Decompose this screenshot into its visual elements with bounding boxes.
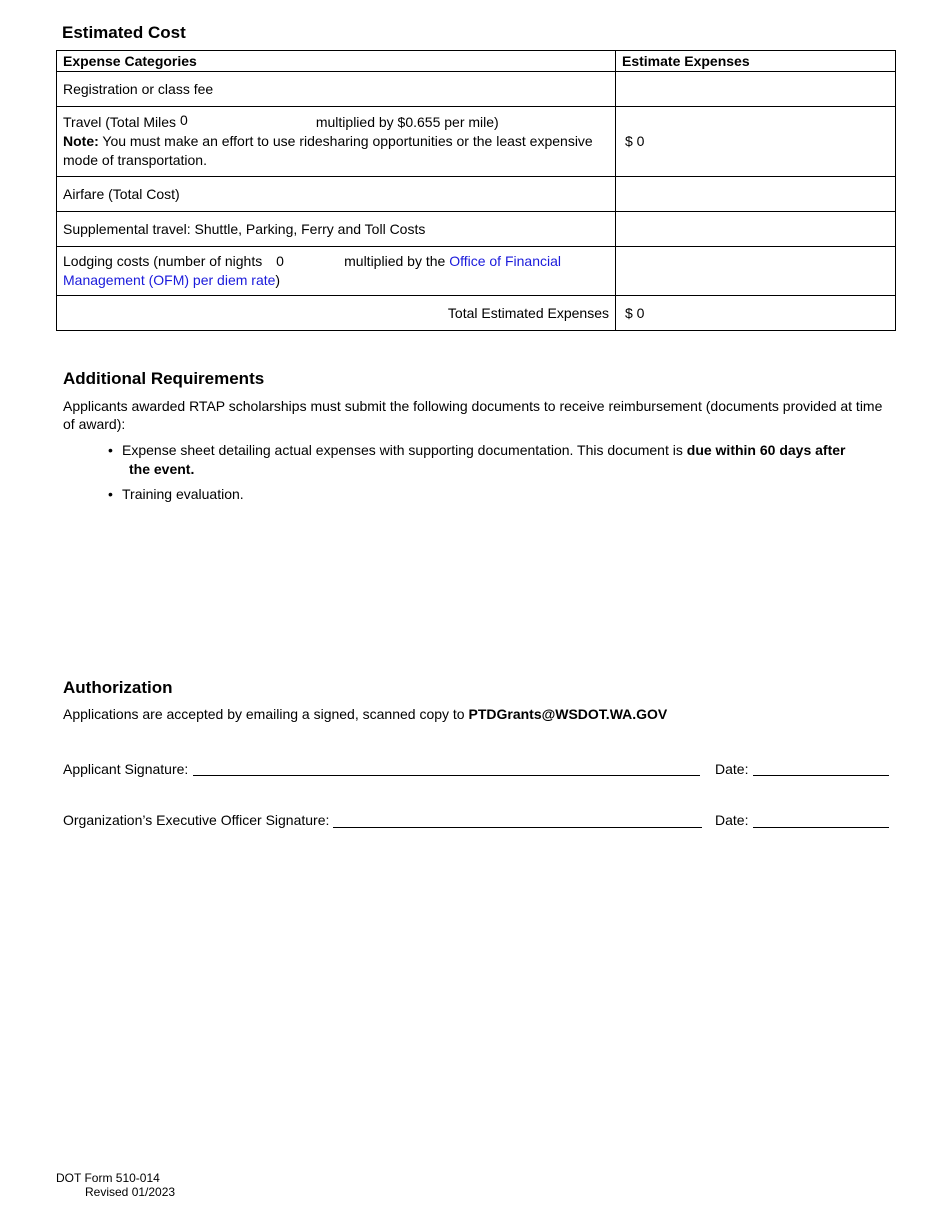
travel-note-label: Note: <box>63 133 99 149</box>
estimated-cost-table <box>56 50 896 331</box>
travel-description <box>57 107 616 177</box>
applicant-date-line[interactable] <box>753 775 889 776</box>
list-item: • Training evaluation. <box>108 486 244 502</box>
lodging-description <box>57 247 616 296</box>
additional-requirements-heading: Additional Requirements <box>63 369 265 388</box>
applicant-date-label: Date: <box>715 761 749 777</box>
travel-label-suffix: multiplied by $0.655 per mile) <box>315 114 499 130</box>
table-row-registration <box>57 72 896 107</box>
requirements-list <box>108 441 868 510</box>
applicant-signature-line[interactable] <box>193 775 700 776</box>
officer-signature-label: Organization’s Executive Officer Signature: <box>63 812 330 828</box>
column-header-expense-categories: Expense Categories <box>57 51 616 72</box>
table-header-row <box>57 51 896 72</box>
table-row-travel <box>57 107 896 177</box>
table-row-airfare <box>57 177 896 212</box>
authorization-intro: Applications are accepted by emailing a signed, scanned copy to PTDGrants@WSDOT.WA.GOV <box>63 706 668 722</box>
additional-requirements-intro: Applicants awarded RTAP scholarships must submit the following documents to receive reimbursement (documents provided at time of award): <box>63 398 883 432</box>
estimated-cost-heading: Estimated Cost <box>62 23 186 42</box>
ofm-per-diem-link[interactable]: Office of Financial Management (OFM) per diem rate <box>63 253 561 288</box>
officer-date-line[interactable] <box>753 827 889 828</box>
table-row-total <box>57 296 896 331</box>
lodging-nights-field[interactable]: 0 <box>276 253 284 269</box>
requirement-deadline-line1: due within 60 days after <box>686 442 846 458</box>
requirement-deadline-line2: the event. <box>129 461 195 477</box>
requirement-text: Expense sheet detailing actual expenses with supporting documentation. This document is <box>122 442 687 458</box>
form-number: DOT Form 510-014 <box>56 1171 160 1185</box>
lodging-amount-field[interactable] <box>616 247 896 296</box>
officer-signature-line[interactable] <box>333 827 702 828</box>
authorization-heading: Authorization <box>63 678 173 697</box>
airfare-label: Airfare (Total Cost) <box>57 177 616 212</box>
travel-label-prefix: Travel (Total Miles <box>63 114 177 130</box>
lodging-label-prefix: Lodging costs (number of nights <box>63 253 263 269</box>
lodging-label-middle: multiplied by the <box>344 253 450 269</box>
supplemental-label: Supplemental travel: Shuttle, Parking, Ferry and Toll Costs <box>57 212 616 247</box>
registration-label: Registration or class fee <box>57 72 616 107</box>
supplemental-amount-field[interactable] <box>616 212 896 247</box>
revision-date: Revised 01/2023 <box>85 1185 176 1199</box>
registration-amount-field[interactable] <box>616 72 896 107</box>
travel-amount-field[interactable]: $ 0 <box>616 107 896 177</box>
applicant-signature-label: Applicant Signature: <box>63 761 189 777</box>
column-header-estimate-expenses: Estimate Expenses <box>616 51 896 72</box>
airfare-amount-field[interactable] <box>616 177 896 212</box>
submission-email: PTDGrants@WSDOT.WA.GOV <box>468 706 668 722</box>
table-row-lodging <box>57 247 896 296</box>
lodging-label-suffix: ) <box>275 272 281 288</box>
requirement-text: Training evaluation. <box>122 486 244 502</box>
total-label: Total Estimated Expenses <box>57 296 616 331</box>
travel-note-text: You must make an effort to use ridesharing opportunities or the least expensive mode of transportation. <box>63 133 593 168</box>
list-item: • Expense sheet detailing actual expenses with supporting documentation. This document is due within 60 days after the event. <box>108 442 846 477</box>
officer-date-label: Date: <box>715 812 749 828</box>
total-amount-field[interactable]: $ 0 <box>616 296 896 331</box>
table-row-supplemental <box>57 212 896 247</box>
travel-miles-field[interactable]: 0 <box>179 112 188 128</box>
